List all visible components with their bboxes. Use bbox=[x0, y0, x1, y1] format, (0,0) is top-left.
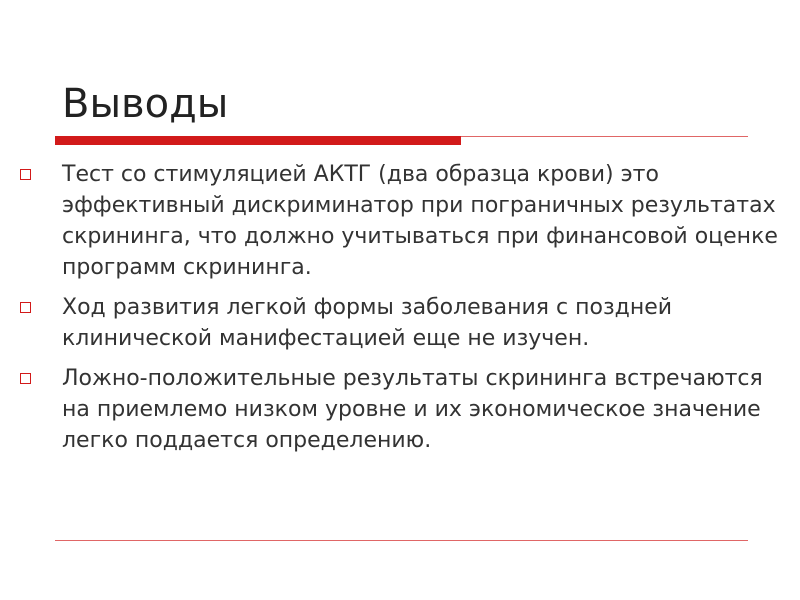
bullet-text: Ложно-положительные результаты скрининга встречаются на приемлемо низком уровне и их экономическое значение легко поддается определению. bbox=[62, 366, 763, 453]
bottom-divider bbox=[55, 540, 748, 541]
square-bullet-icon bbox=[20, 169, 31, 180]
bullet-text: Ход развития легкой формы заболевания с поздней клинической манифестацией еще не изучен. bbox=[62, 295, 673, 351]
bullet-item bbox=[20, 363, 780, 456]
title-accent-bar bbox=[55, 136, 461, 145]
bullet-item bbox=[20, 159, 780, 283]
bullet-item bbox=[20, 292, 780, 354]
bullet-list bbox=[20, 159, 780, 465]
square-bullet-icon bbox=[20, 373, 31, 384]
bullet-text: Тест со стимуляцией АКТГ (два образца крови) это эффективный дискриминатор при пограничных результатах скрининга, что должно учитываться при финансовой оценке программ скрининга. bbox=[62, 162, 778, 280]
slide-title: Выводы bbox=[62, 81, 229, 127]
square-bullet-icon bbox=[20, 302, 31, 313]
